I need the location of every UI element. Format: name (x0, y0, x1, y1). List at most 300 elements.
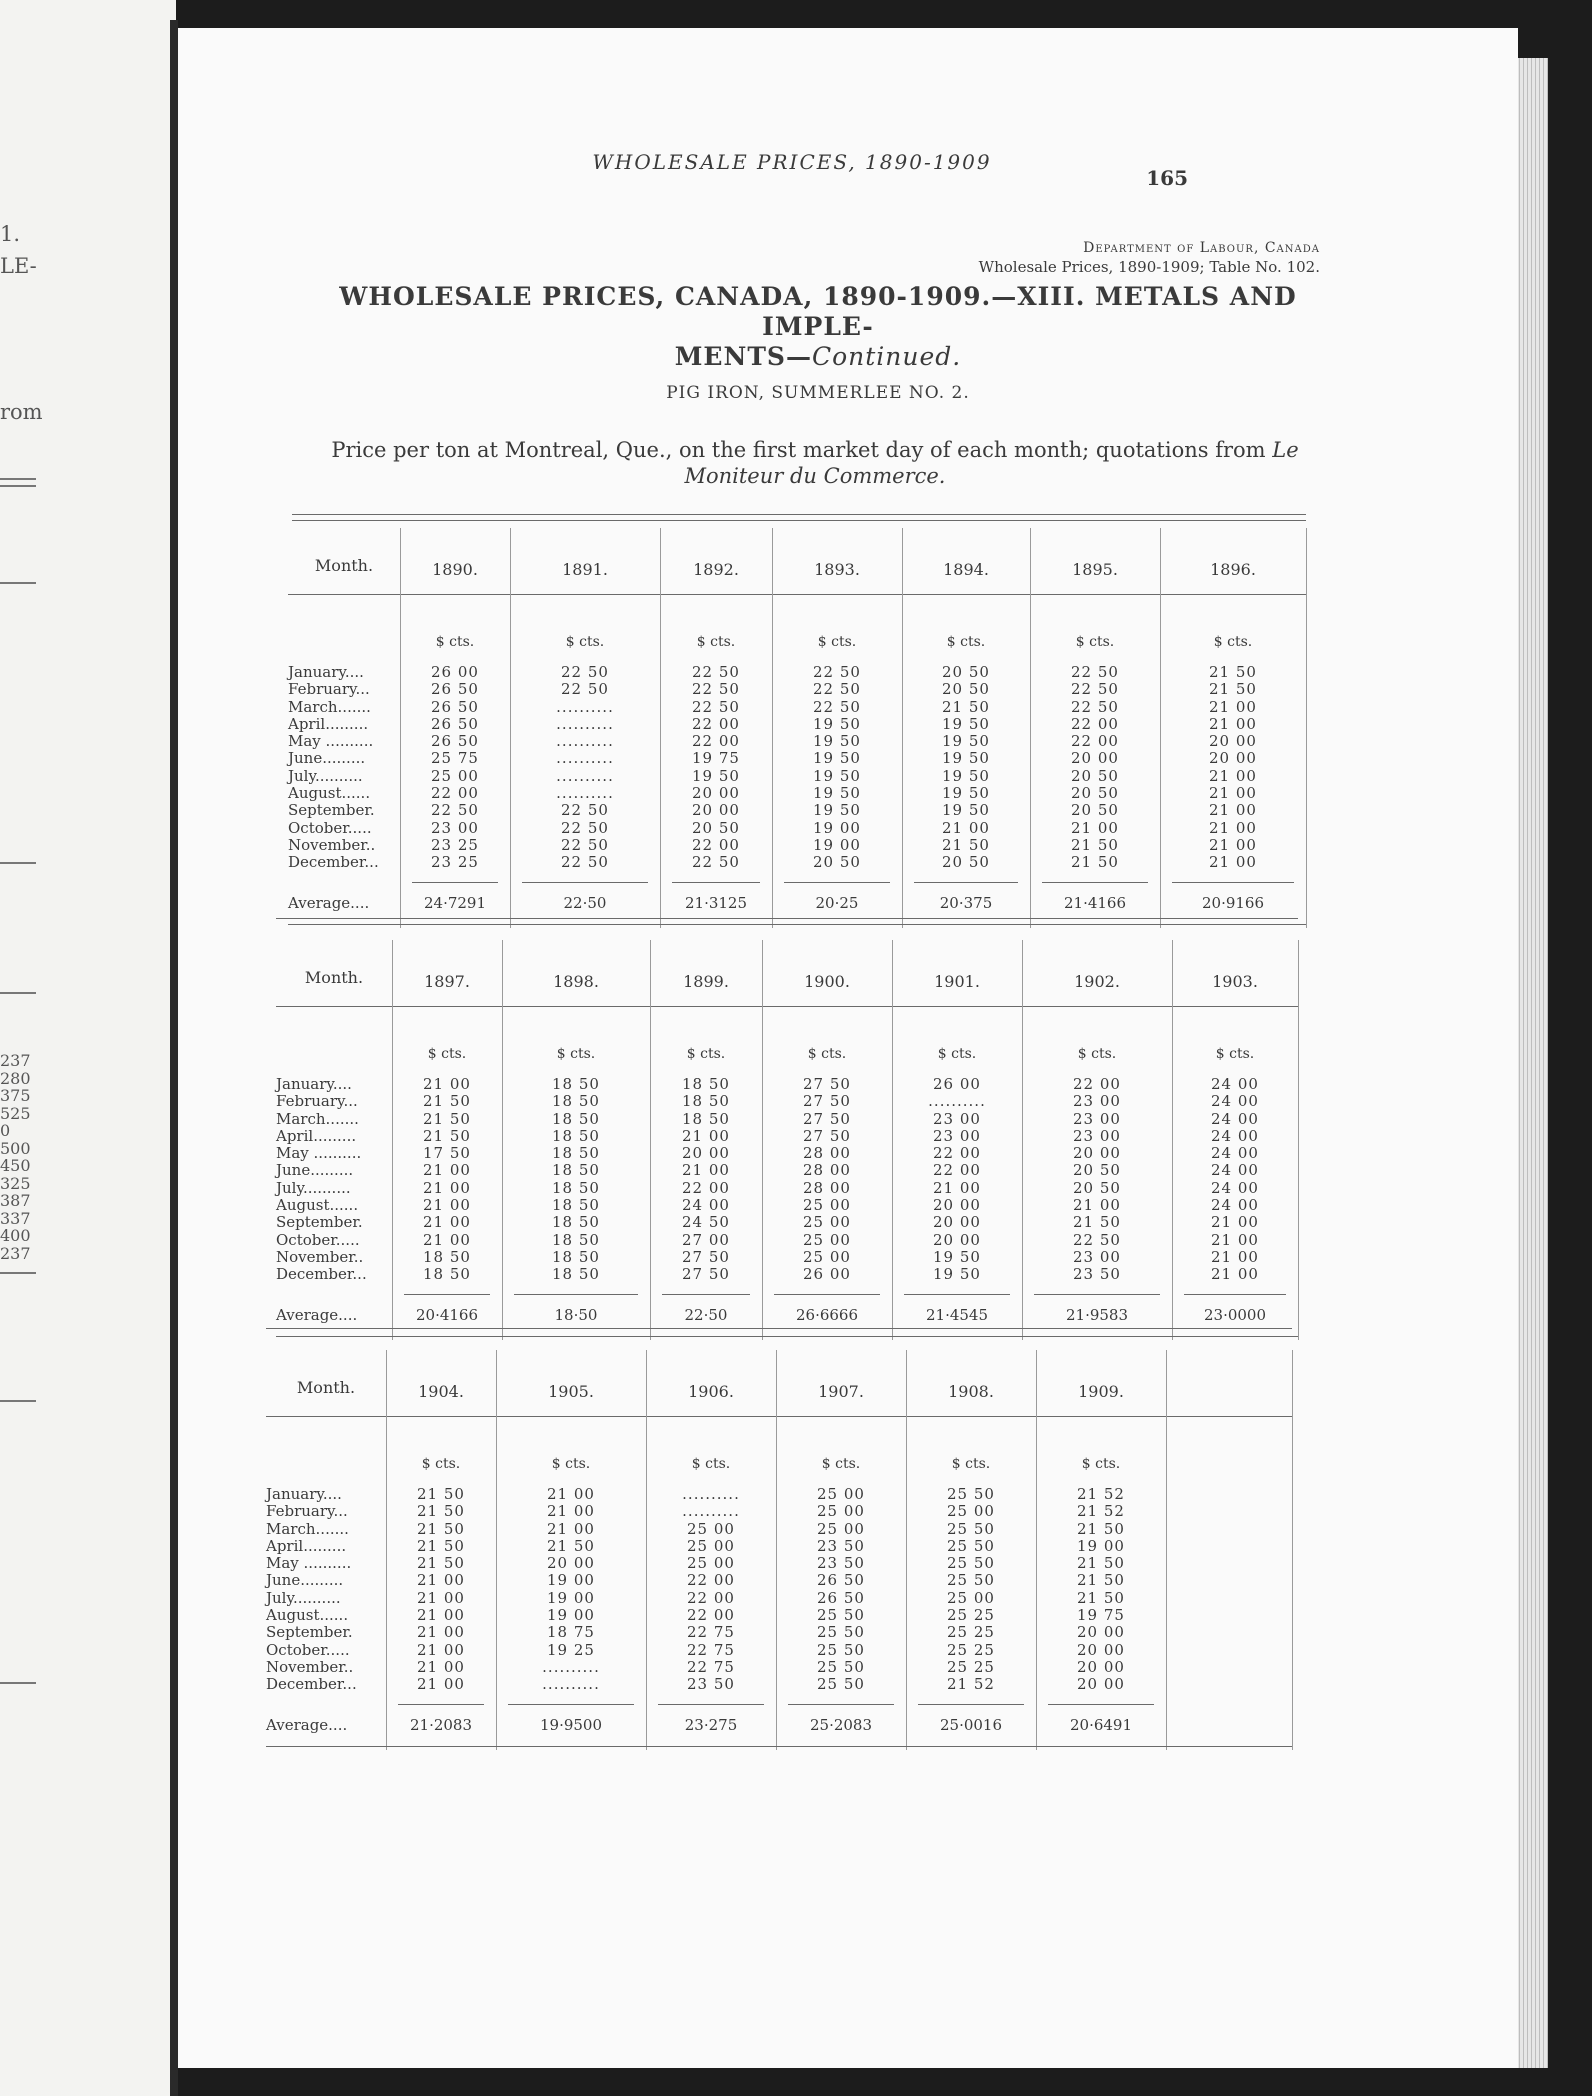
price-cell: 28 00 (803, 1144, 851, 1163)
price-column (502, 1076, 650, 1284)
price-cell: 21 00 (1209, 697, 1257, 716)
block-bottom-rule (266, 1746, 1292, 1747)
price-cell: 19 50 (813, 766, 861, 785)
price-cell: 25 50 (817, 1606, 865, 1625)
price-column (772, 664, 902, 872)
left-page-rule (0, 1682, 36, 1684)
price-cell: 18 75 (547, 1623, 595, 1642)
price-cell: 21 00 (1211, 1230, 1259, 1249)
price-cell: 23 00 (1073, 1092, 1121, 1111)
price-cell: 27 50 (803, 1109, 851, 1128)
average-rule (398, 1704, 484, 1705)
price-cell: 19 50 (692, 766, 740, 785)
average-label: Average.... (288, 894, 370, 912)
year-header: 1896. (1210, 560, 1256, 579)
price-cell: 19 00 (547, 1571, 595, 1590)
price-cell: 25 50 (947, 1485, 995, 1503)
price-cell: 23 50 (817, 1536, 865, 1555)
price-cell: 25 00 (431, 766, 479, 785)
price-cell: 21 00 (1209, 801, 1257, 820)
price-cell: 21 00 (1071, 818, 1119, 837)
average-rule (662, 1294, 750, 1295)
price-cell: 19 50 (813, 801, 861, 820)
price-cell: 23 25 (431, 835, 479, 854)
price-column (1036, 1486, 1166, 1694)
price-column (646, 1486, 776, 1694)
price-cell: 24 00 (1211, 1144, 1259, 1163)
price-cell: 25 00 (687, 1554, 735, 1573)
price-cell: 22 50 (1071, 663, 1119, 681)
dollar-cents-header: $ cts. (696, 634, 736, 650)
year-header: 1899. (683, 972, 729, 991)
price-cell: 25 25 (947, 1657, 995, 1676)
price-cell: 20 50 (942, 663, 990, 681)
price-cell: 24 50 (682, 1213, 730, 1232)
month-label: July.......... (288, 766, 363, 785)
dollar-cents-header: $ cts. (435, 634, 475, 650)
month-label: June......... (266, 1571, 344, 1590)
month-label: May .......... (288, 732, 374, 751)
price-cell: .......... (556, 784, 614, 803)
dollar-cents-header: $ cts. (821, 1456, 861, 1472)
price-cell: 18 50 (552, 1247, 600, 1266)
price-cell: 22 50 (813, 697, 861, 716)
price-cell: .......... (556, 697, 614, 716)
price-cell: 22 50 (1073, 1230, 1121, 1249)
average-rule (904, 1294, 1010, 1295)
price-cell: 27 50 (803, 1126, 851, 1145)
block-separator-rule (266, 1328, 1292, 1329)
average-rule (1184, 1294, 1286, 1295)
price-cell: 27 50 (682, 1247, 730, 1266)
left-page-rule (0, 862, 36, 864)
average-value: 18·50 (554, 1306, 598, 1324)
average-value: 20·25 (815, 894, 859, 912)
price-cell: 21 52 (1077, 1485, 1125, 1503)
price-cell: 21 00 (1211, 1265, 1259, 1284)
price-cell: 18 50 (682, 1075, 730, 1093)
month-label: September. (276, 1213, 363, 1232)
left-page-number: 450 (0, 1156, 31, 1175)
average-value: 24·7291 (423, 894, 487, 912)
price-cell: 20 00 (933, 1213, 981, 1232)
price-cell: 22 00 (933, 1161, 981, 1180)
price-cell: 21 50 (1077, 1519, 1125, 1538)
price-column (400, 664, 510, 872)
average-rule (522, 882, 648, 883)
month-label: September. (288, 801, 375, 820)
price-cell: 26 50 (817, 1571, 865, 1590)
price-cell: 19 50 (813, 749, 861, 768)
average-rule (672, 882, 760, 883)
table-top-rule (292, 520, 1306, 521)
left-page-number: 337 (0, 1208, 31, 1228)
average-rule (1034, 1294, 1160, 1295)
month-label: June......... (276, 1161, 354, 1180)
price-cell: 22 50 (692, 697, 740, 716)
price-cell: 19 50 (942, 732, 990, 751)
dollar-cents-header: $ cts. (691, 1456, 731, 1472)
price-cell: 22 00 (1071, 714, 1119, 733)
month-label: October..... (266, 1640, 350, 1659)
price-cell: 19 50 (813, 784, 861, 803)
year-header: 1902. (1074, 972, 1120, 991)
average-value: 20·6491 (1069, 1716, 1133, 1734)
price-cell: 22 50 (561, 853, 609, 872)
price-cell: 20 50 (1073, 1161, 1121, 1180)
price-cell: 27 50 (803, 1092, 851, 1111)
price-cell: 20 00 (1073, 1144, 1121, 1163)
price-cell: 21 00 (423, 1230, 471, 1249)
price-cell: 19 00 (547, 1588, 595, 1607)
month-header: Month. (304, 968, 364, 987)
price-column (496, 1486, 646, 1694)
main-title-line2-text: MENTS— (674, 342, 812, 371)
price-cell: .......... (556, 732, 614, 751)
left-page-number: 0 (0, 1121, 11, 1140)
price-cell: 21 50 (417, 1519, 465, 1538)
price-cell: .......... (542, 1675, 600, 1694)
main-title-line1: WHOLESALE PRICES, CANADA, 1890-1909.—XIII. METALS AND IMPLE- (339, 282, 1297, 341)
price-cell: 23 00 (1073, 1247, 1121, 1266)
price-cell: 19 75 (692, 749, 740, 768)
average-rule (1042, 882, 1148, 883)
price-cell: 21 00 (423, 1213, 471, 1232)
price-cell: 22 00 (692, 714, 740, 733)
month-label: November.. (276, 1247, 364, 1266)
month-label: August...... (276, 1196, 359, 1215)
price-cell: 18 50 (552, 1126, 600, 1145)
year-header: 1894. (943, 560, 989, 579)
price-cell: 22 50 (561, 663, 609, 681)
price-cell: 21 00 (1209, 818, 1257, 837)
header-rule (288, 594, 1306, 595)
price-cell: 21 00 (547, 1502, 595, 1521)
price-cell: 25 25 (947, 1640, 995, 1659)
month-label: July.......... (266, 1588, 341, 1607)
price-cell: 22 00 (1071, 732, 1119, 751)
price-column (776, 1486, 906, 1694)
price-column (1172, 1076, 1298, 1284)
price-cell: 24 00 (682, 1196, 730, 1215)
price-cell: 22 50 (813, 663, 861, 681)
price-cell: 22 75 (687, 1640, 735, 1659)
left-page-rule (0, 1272, 36, 1274)
left-page-number: 400 (0, 1226, 31, 1245)
dollar-cents-header: $ cts. (686, 1046, 726, 1062)
price-cell: 25 00 (803, 1230, 851, 1249)
price-cell: 19 50 (942, 714, 990, 733)
price-cell: 22 75 (687, 1657, 735, 1676)
price-cell: 21 50 (417, 1502, 465, 1521)
left-page-number: 325 (0, 1173, 31, 1193)
price-column (1030, 664, 1160, 872)
price-cell: 25 00 (817, 1485, 865, 1503)
left-page-fragment: rom (0, 400, 43, 424)
left-page-fragment: LE- (0, 254, 37, 278)
price-cell: 22 00 (687, 1606, 735, 1625)
price-cell: 24 00 (1211, 1092, 1259, 1111)
price-cell: 22 50 (692, 680, 740, 699)
price-cell: .......... (542, 1657, 600, 1676)
price-cell: 21 00 (417, 1640, 465, 1659)
price-cell: 20 50 (1071, 801, 1119, 820)
price-cell: 21 00 (682, 1126, 730, 1145)
price-cell: 19 25 (547, 1640, 595, 1659)
price-cell: 25 00 (803, 1196, 851, 1215)
month-label: February... (266, 1502, 348, 1521)
caption-source-part1: Le (1272, 438, 1299, 462)
price-cell: 21 50 (1209, 680, 1257, 699)
left-page-number: 387 (0, 1191, 31, 1210)
price-cell: 23 00 (933, 1126, 981, 1145)
left-page-number: 280 (0, 1068, 31, 1088)
year-header: 1903. (1212, 972, 1258, 991)
price-cell: 23 00 (1073, 1126, 1121, 1145)
price-cell: 20 50 (813, 853, 861, 872)
price-cell: 21 00 (933, 1178, 981, 1197)
price-cell: 21 00 (682, 1161, 730, 1180)
price-cell: 21 00 (1211, 1213, 1259, 1232)
price-cell: 21 00 (1209, 835, 1257, 854)
average-value: 21·3125 (684, 894, 748, 912)
header-rule (276, 1006, 1298, 1007)
average-value: 20·9166 (1201, 894, 1265, 912)
price-cell: 20 00 (692, 784, 740, 803)
left-page-number: 237 (0, 1052, 31, 1070)
average-value: 21·4166 (1063, 894, 1127, 912)
price-column (902, 664, 1030, 872)
price-cell: 18 50 (552, 1196, 600, 1215)
average-rule (918, 1704, 1024, 1705)
price-cell: 21 50 (417, 1554, 465, 1573)
month-label: February... (288, 680, 370, 699)
price-cell: 17 50 (423, 1144, 471, 1163)
price-cell: 22 00 (692, 835, 740, 854)
year-header: 1905. (548, 1382, 594, 1401)
month-label: May .......... (266, 1554, 352, 1573)
price-cell: 21 00 (1073, 1196, 1121, 1215)
main-title (298, 282, 1338, 372)
year-header: 1901. (934, 972, 980, 991)
price-cell: 25 00 (817, 1502, 865, 1521)
column-divider (1306, 528, 1307, 928)
price-cell: 25 50 (817, 1640, 865, 1659)
price-cell: 21 50 (1209, 663, 1257, 681)
page-number: 165 (1146, 166, 1188, 190)
year-header: 1892. (693, 560, 739, 579)
month-label: April......... (266, 1536, 347, 1555)
price-cell: 21 52 (947, 1675, 995, 1694)
price-cell: 21 50 (423, 1092, 471, 1111)
price-cell: 27 50 (682, 1265, 730, 1284)
price-cell: 21 00 (417, 1675, 465, 1694)
left-page-numbers (0, 1052, 40, 1262)
price-cell: 25 00 (687, 1536, 735, 1555)
price-cell: 19 50 (942, 749, 990, 768)
price-cell: 21 00 (417, 1606, 465, 1625)
year-header: 1898. (553, 972, 599, 991)
year-header: 1909. (1078, 1382, 1124, 1401)
year-header: 1897. (424, 972, 470, 991)
average-rule (508, 1704, 634, 1705)
dollar-cents-header: $ cts. (1075, 634, 1115, 650)
price-cell: 18 50 (552, 1161, 600, 1180)
table-id-line: Wholesale Prices, 1890-1909; Table No. 102. (978, 258, 1320, 276)
dollar-cents-header: $ cts. (427, 1046, 467, 1062)
price-cell: 25 25 (947, 1623, 995, 1642)
dollar-cents-header: $ cts. (1215, 1046, 1255, 1062)
price-cell: 26 50 (817, 1588, 865, 1607)
price-cell: 25 50 (817, 1657, 865, 1676)
price-cell: 21 00 (423, 1178, 471, 1197)
month-label: April......... (288, 714, 369, 733)
month-labels (288, 664, 379, 872)
price-cell: 25 00 (947, 1502, 995, 1521)
average-value: 25·2083 (809, 1716, 873, 1734)
price-cell: 22 00 (682, 1178, 730, 1197)
price-cell: 24 00 (1211, 1196, 1259, 1215)
price-cell: 20 50 (1071, 784, 1119, 803)
left-page-rule (0, 992, 36, 994)
price-cell: 21 00 (1209, 853, 1257, 872)
month-label: August...... (266, 1606, 349, 1625)
department-line: Department of Labour, Canada (1083, 240, 1320, 256)
price-cell: 22 00 (431, 784, 479, 803)
average-value: 21·4545 (925, 1306, 989, 1324)
price-cell: 20 00 (1077, 1640, 1125, 1659)
dollar-cents-header: $ cts. (1077, 1046, 1117, 1062)
average-rule (412, 882, 498, 883)
price-cell: .......... (682, 1485, 740, 1503)
price-cell: 20 00 (1077, 1657, 1125, 1676)
price-cell: 25 00 (817, 1519, 865, 1538)
price-cell: 25 00 (687, 1519, 735, 1538)
price-cell: 28 00 (803, 1161, 851, 1180)
dollar-cents-header: $ cts. (951, 1456, 991, 1472)
price-column (650, 1076, 762, 1284)
price-cell: 19 75 (1077, 1606, 1125, 1625)
price-cell: 18 50 (552, 1230, 600, 1249)
price-cell: 20 50 (1073, 1178, 1121, 1197)
price-cell: 18 50 (552, 1265, 600, 1284)
caption (290, 437, 1340, 489)
column-divider (1292, 1350, 1293, 1750)
price-cell: 23 00 (431, 818, 479, 837)
price-cell: 21 00 (1209, 784, 1257, 803)
price-cell: 19 00 (1077, 1536, 1125, 1555)
price-column (386, 1486, 496, 1694)
price-cell: 22 50 (692, 663, 740, 681)
dollar-cents-header: $ cts. (1081, 1456, 1121, 1472)
month-header: Month. (314, 556, 374, 575)
price-cell: 24 00 (1211, 1126, 1259, 1145)
month-label: October..... (288, 818, 372, 837)
month-header: Month. (296, 1378, 356, 1397)
price-cell: 24 00 (1211, 1178, 1259, 1197)
month-label: December... (266, 1675, 357, 1694)
price-cell: 26 50 (431, 714, 479, 733)
price-cell: 21 50 (423, 1126, 471, 1145)
price-cell: 22 00 (687, 1571, 735, 1590)
price-cell: 19 50 (942, 801, 990, 820)
caption-source-part2: Moniteur du Commerce. (684, 464, 946, 488)
price-cell: 21 00 (417, 1657, 465, 1676)
left-page-rule (0, 1400, 36, 1402)
price-cell: 22 00 (692, 732, 740, 751)
main-title-line2 (298, 342, 1338, 372)
average-value: 26·6666 (795, 1306, 859, 1324)
page-edge (1516, 58, 1548, 2068)
column-divider (1298, 940, 1299, 1340)
price-cell: 21 00 (1209, 714, 1257, 733)
price-column (1160, 664, 1306, 872)
left-page (0, 0, 176, 2096)
month-label: May .......... (276, 1144, 362, 1163)
price-cell: 21 50 (942, 835, 990, 854)
price-cell: 22 50 (561, 835, 609, 854)
price-cell: 21 00 (942, 818, 990, 837)
price-cell: 20 00 (682, 1144, 730, 1163)
price-cell: 20 50 (942, 853, 990, 872)
price-cell: 20 00 (1209, 749, 1257, 768)
month-label: April......... (276, 1126, 357, 1145)
price-cell: 26 00 (803, 1265, 851, 1284)
dollar-cents-header: $ cts. (1213, 634, 1253, 650)
left-page-rule (0, 582, 36, 584)
price-cell: 22 75 (687, 1623, 735, 1642)
price-cell: 28 00 (803, 1178, 851, 1197)
month-label: March....... (276, 1109, 359, 1128)
price-cell: 21 00 (423, 1196, 471, 1215)
price-cell: 22 50 (1071, 680, 1119, 699)
price-cell: 25 75 (431, 749, 479, 768)
price-cell: 21 50 (1071, 853, 1119, 872)
average-value: 23·275 (684, 1716, 738, 1734)
dollar-cents-header: $ cts. (946, 634, 986, 650)
book-gutter (170, 20, 178, 2096)
month-label: December... (276, 1265, 367, 1284)
price-cell: 21 50 (423, 1109, 471, 1128)
year-header: 1906. (688, 1382, 734, 1401)
dollar-cents-header: $ cts. (817, 634, 857, 650)
average-value: 21·2083 (409, 1716, 473, 1734)
price-cell: 26 50 (431, 697, 479, 716)
price-column (1022, 1076, 1172, 1284)
price-cell: 27 50 (803, 1075, 851, 1093)
price-cell: 21 00 (423, 1161, 471, 1180)
price-cell: 18 50 (682, 1092, 730, 1111)
block-separator-rule (276, 918, 1298, 919)
main-title-continued: Continued. (811, 342, 962, 371)
price-cell: 19 50 (813, 732, 861, 751)
price-cell: 19 50 (813, 714, 861, 733)
month-label: January.... (266, 1485, 342, 1503)
average-rule (1048, 1704, 1154, 1705)
price-cell: 22 00 (687, 1588, 735, 1607)
price-cell: 20 50 (1071, 766, 1119, 785)
year-header: 1908. (948, 1382, 994, 1401)
price-cell: 21 50 (1077, 1571, 1125, 1590)
price-cell: 19 50 (942, 784, 990, 803)
price-cell: 18 50 (682, 1109, 730, 1128)
price-cell: 22 50 (561, 801, 609, 820)
price-cell: .......... (928, 1092, 986, 1111)
month-label: July.......... (276, 1178, 351, 1197)
price-cell: 20 00 (933, 1196, 981, 1215)
month-label: October..... (276, 1230, 360, 1249)
average-rule (774, 1294, 880, 1295)
